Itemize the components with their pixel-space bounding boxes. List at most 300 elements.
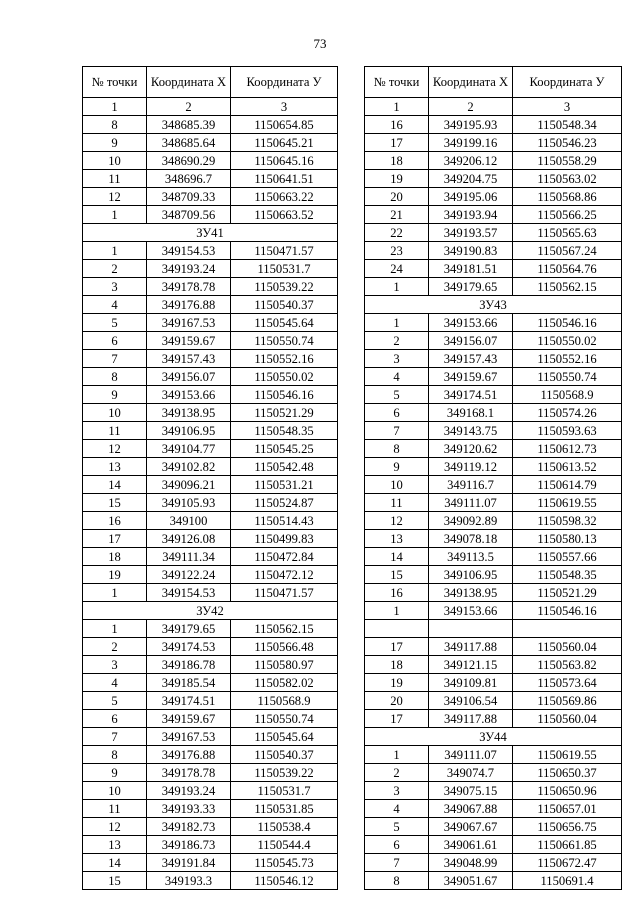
table-row: [365, 314, 622, 332]
header-point-number: № точки: [365, 67, 429, 98]
table-row: [83, 530, 338, 548]
table-row: [365, 368, 622, 386]
point-number-cell: 18: [365, 152, 429, 170]
coordinate-x-cell: 348685.39: [147, 116, 231, 134]
coordinate-y-cell: 1150472.12: [231, 566, 338, 584]
coordinate-y-cell: 1150539.22: [231, 764, 338, 782]
point-number-cell: 17: [83, 530, 147, 548]
coordinate-x-cell: 349167.53: [147, 314, 231, 332]
coordinate-x-cell: 349138.95: [147, 404, 231, 422]
table-row: [365, 818, 622, 836]
table-row: [365, 872, 622, 890]
coordinate-x-cell: 349159.67: [147, 332, 231, 350]
point-number-cell: 17: [365, 710, 429, 728]
coordinate-y-cell: 1150544.4: [231, 836, 338, 854]
coordinate-x-cell: 349190.83: [429, 242, 513, 260]
coordinate-y-cell: 1150657.01: [513, 800, 622, 818]
point-number-cell: 24: [365, 260, 429, 278]
point-number-cell: 17: [365, 134, 429, 152]
point-number-cell: 10: [83, 404, 147, 422]
coordinate-y-cell: 1150580.13: [513, 530, 622, 548]
point-number-cell: 9: [83, 386, 147, 404]
point-number-cell: 17: [365, 638, 429, 656]
coordinate-x-cell: 349167.53: [147, 728, 231, 746]
coordinate-x-cell: 349154.53: [147, 584, 231, 602]
coordinate-y-cell: 1150580.97: [231, 656, 338, 674]
table-row: [83, 404, 338, 422]
point-number-cell: 11: [83, 800, 147, 818]
table-row: [365, 656, 622, 674]
point-number-cell: 6: [83, 332, 147, 350]
coordinate-x-cell: 349092.89: [429, 512, 513, 530]
coordinate-x-cell: 349193.94: [429, 206, 513, 224]
table-row: [365, 530, 622, 548]
table-row: [365, 854, 622, 872]
table-row: [365, 638, 622, 656]
coordinate-x-cell: 349193.3: [147, 872, 231, 890]
point-number-cell: 1: [365, 314, 429, 332]
coordinate-x-cell: 349067.88: [429, 800, 513, 818]
coordinate-y-cell: 1150563.82: [513, 656, 622, 674]
coordinate-x-cell: 349156.07: [429, 332, 513, 350]
coordinate-x-cell: 349116.7: [429, 476, 513, 494]
coordinate-x-cell: 349153.66: [429, 602, 513, 620]
coordinate-y-cell: 1150593.63: [513, 422, 622, 440]
table-row: [83, 872, 338, 890]
coordinate-x-cell: 349178.78: [147, 764, 231, 782]
coordinate-y-cell: 1150612.73: [513, 440, 622, 458]
coordinate-y-cell: 1150552.16: [231, 350, 338, 368]
coordinate-y-cell: 1150538.4: [231, 818, 338, 836]
point-number-cell: 1: [365, 746, 429, 764]
coordinate-x-cell: 349185.54: [147, 674, 231, 692]
table-row: [365, 242, 622, 260]
coordinate-x-cell: 349156.07: [147, 368, 231, 386]
point-number-cell: 20: [365, 188, 429, 206]
point-number-cell: 7: [365, 854, 429, 872]
table-row: [365, 746, 622, 764]
coordinate-y-cell: 1150550.74: [231, 332, 338, 350]
table-row: [365, 404, 622, 422]
coordinate-x-cell: 349178.78: [147, 278, 231, 296]
table-row: [83, 278, 338, 296]
coordinate-x-cell: 349174.51: [147, 692, 231, 710]
table-row: [365, 188, 622, 206]
table-row: [83, 206, 338, 224]
point-number-cell: 1: [83, 242, 147, 260]
table-row: [365, 566, 622, 584]
point-number-cell: 12: [365, 512, 429, 530]
coordinate-x-cell: 349100: [147, 512, 231, 530]
table-row: [365, 278, 622, 296]
coordinate-x-cell: 349096.21: [147, 476, 231, 494]
coordinate-x-cell: 349186.73: [147, 836, 231, 854]
coordinate-y-cell: 1150563.02: [513, 170, 622, 188]
table-row: [365, 152, 622, 170]
coordinate-x-cell: 349176.88: [147, 296, 231, 314]
coordinate-y-cell: 1150619.55: [513, 746, 622, 764]
point-number-cell: 2: [83, 260, 147, 278]
point-number-cell: 1: [365, 278, 429, 296]
table-row: [83, 674, 338, 692]
table-row: [365, 350, 622, 368]
coordinate-x-cell: 349061.61: [429, 836, 513, 854]
point-number-cell: 21: [365, 206, 429, 224]
coordinate-x-cell: 348709.33: [147, 188, 231, 206]
table-row: [83, 836, 338, 854]
coordinate-y-cell: 1150562.15: [231, 620, 338, 638]
coordinate-x-cell: 349174.53: [147, 638, 231, 656]
table-row: [83, 116, 338, 134]
coordinate-y-cell: 1150650.37: [513, 764, 622, 782]
section-row: [365, 728, 622, 746]
coordinate-y-cell: 1150550.74: [231, 710, 338, 728]
coordinate-x-cell: 349193.33: [147, 800, 231, 818]
coordinate-x-cell: 349121.15: [429, 656, 513, 674]
coordinate-y-cell: 1150574.26: [513, 404, 622, 422]
coordinate-x-cell: 348709.56: [147, 206, 231, 224]
table-row: [83, 386, 338, 404]
coordinate-x-cell: 349117.88: [429, 638, 513, 656]
header-coordinate-y: Координата У: [513, 67, 622, 98]
point-number-cell: 6: [83, 710, 147, 728]
table-row: [83, 152, 338, 170]
coordinate-x-cell: 348696.7: [147, 170, 231, 188]
coordinate-y-cell: 1150548.35: [231, 422, 338, 440]
point-number-cell: 7: [83, 350, 147, 368]
table-row: [83, 296, 338, 314]
point-number-cell: 14: [83, 854, 147, 872]
point-number-cell: 19: [83, 566, 147, 584]
coordinate-y-cell: [513, 620, 622, 638]
coordinate-y-cell: 1150557.66: [513, 548, 622, 566]
coordinate-y-cell: 1150546.23: [513, 134, 622, 152]
coordinate-y-cell: 1150531.7: [231, 782, 338, 800]
coordinate-y-cell: 1150663.52: [231, 206, 338, 224]
coordinate-x-cell: 349153.66: [147, 386, 231, 404]
table-row: [365, 332, 622, 350]
coordinate-x-cell: 348685.64: [147, 134, 231, 152]
point-number-cell: 2: [83, 638, 147, 656]
coordinate-y-cell: 1150546.12: [231, 872, 338, 890]
coordinate-x-cell: 349182.73: [147, 818, 231, 836]
coordinate-y-cell: 1150546.16: [513, 314, 622, 332]
coordinate-y-cell: 1150550.02: [231, 368, 338, 386]
point-number-cell: 1: [83, 620, 147, 638]
table-row: [365, 260, 622, 278]
table-row: [83, 458, 338, 476]
table-row: [83, 728, 338, 746]
column-index: 2: [147, 98, 231, 116]
coordinate-y-cell: 1150550.02: [513, 332, 622, 350]
point-number-cell: 19: [365, 170, 429, 188]
table-row: [365, 620, 622, 638]
point-number-cell: 8: [83, 116, 147, 134]
coordinate-y-cell: 1150540.37: [231, 746, 338, 764]
coordinate-x-cell: 349106.95: [147, 422, 231, 440]
table-row: [365, 476, 622, 494]
coordinate-y-cell: 1150546.16: [513, 602, 622, 620]
coordinate-y-cell: 1150568.9: [231, 692, 338, 710]
point-number-cell: 5: [365, 386, 429, 404]
table-row: [83, 692, 338, 710]
point-number-cell: 10: [365, 476, 429, 494]
header-coordinate-y: Координата У: [231, 67, 338, 98]
coordinate-x-cell: 349191.84: [147, 854, 231, 872]
coordinate-x-cell: 349138.95: [429, 584, 513, 602]
table-row: [83, 368, 338, 386]
table-row: [365, 584, 622, 602]
coordinate-y-cell: 1150661.85: [513, 836, 622, 854]
point-number-cell: 9: [83, 764, 147, 782]
coordinate-x-cell: 349195.06: [429, 188, 513, 206]
table-row: [365, 710, 622, 728]
point-number-cell: 8: [365, 440, 429, 458]
coordinate-x-cell: 349204.75: [429, 170, 513, 188]
coordinate-y-cell: 1150566.48: [231, 638, 338, 656]
coordinate-x-cell: 349111.07: [429, 494, 513, 512]
column-index: 1: [365, 98, 429, 116]
point-number-cell: 1: [83, 206, 147, 224]
point-number-cell: 3: [365, 782, 429, 800]
coordinate-x-cell: 349195.93: [429, 116, 513, 134]
table-row: [83, 422, 338, 440]
coordinate-x-cell: 349157.43: [429, 350, 513, 368]
coordinate-y-cell: 1150539.22: [231, 278, 338, 296]
column-index: 3: [513, 98, 622, 116]
coordinate-y-cell: 1150568.86: [513, 188, 622, 206]
coordinate-y-cell: 1150471.57: [231, 242, 338, 260]
table-row: [83, 332, 338, 350]
coordinate-x-cell: 349119.12: [429, 458, 513, 476]
coordinate-y-cell: 1150531.7: [231, 260, 338, 278]
coordinates-table-right: [364, 66, 622, 890]
point-number-cell: 1: [83, 584, 147, 602]
coordinate-y-cell: 1150573.64: [513, 674, 622, 692]
point-number-cell: 14: [83, 476, 147, 494]
point-number-cell: 16: [365, 584, 429, 602]
coordinate-y-cell: 1150598.32: [513, 512, 622, 530]
coordinate-y-cell: 1150550.74: [513, 368, 622, 386]
coordinate-y-cell: 1150582.02: [231, 674, 338, 692]
coordinate-y-cell: 1150540.37: [231, 296, 338, 314]
table-row: [365, 206, 622, 224]
coordinate-x-cell: 349111.07: [429, 746, 513, 764]
column-index-row: [365, 98, 622, 116]
point-number-cell: 8: [83, 746, 147, 764]
table-row: [83, 566, 338, 584]
table-row: [83, 260, 338, 278]
point-number-cell: 3: [365, 350, 429, 368]
table-row: [365, 170, 622, 188]
coordinate-y-cell: 1150545.25: [231, 440, 338, 458]
point-number-cell: 8: [365, 872, 429, 890]
table-row: [83, 494, 338, 512]
table-row: [83, 710, 338, 728]
coordinate-x-cell: 349159.67: [429, 368, 513, 386]
coordinate-x-cell: 349126.08: [147, 530, 231, 548]
coordinate-x-cell: 349168.1: [429, 404, 513, 422]
table-row: [83, 782, 338, 800]
coordinate-x-cell: 349186.78: [147, 656, 231, 674]
coordinate-x-cell: 349105.93: [147, 494, 231, 512]
point-number-cell: 13: [83, 836, 147, 854]
coordinate-x-cell: 349106.95: [429, 566, 513, 584]
point-number-cell: 22: [365, 224, 429, 242]
coordinate-x-cell: 349193.24: [147, 782, 231, 800]
table-row: [83, 620, 338, 638]
point-number-cell: 15: [83, 494, 147, 512]
point-number-cell: 15: [83, 872, 147, 890]
header-coordinate-x: Координата Х: [429, 67, 513, 98]
coordinate-x-cell: [429, 620, 513, 638]
coordinate-y-cell: 1150613.52: [513, 458, 622, 476]
coordinate-y-cell: 1150499.83: [231, 530, 338, 548]
coordinate-y-cell: 1150560.04: [513, 710, 622, 728]
coordinate-y-cell: 1150560.04: [513, 638, 622, 656]
table-row: [83, 638, 338, 656]
coordinate-y-cell: 1150548.35: [513, 566, 622, 584]
table-row: [83, 512, 338, 530]
table-row: [365, 386, 622, 404]
coordinate-x-cell: 349154.53: [147, 242, 231, 260]
point-number-cell: 4: [83, 674, 147, 692]
coordinate-x-cell: 349206.12: [429, 152, 513, 170]
coordinate-y-cell: 1150562.15: [513, 278, 622, 296]
section-row: [83, 224, 338, 242]
coordinate-y-cell: 1150552.16: [513, 350, 622, 368]
table-row: [365, 422, 622, 440]
coordinate-y-cell: 1150569.86: [513, 692, 622, 710]
table-row: [83, 476, 338, 494]
point-number-cell: 12: [83, 188, 147, 206]
table-row: [83, 188, 338, 206]
table-row: [83, 746, 338, 764]
point-number-cell: [365, 620, 429, 638]
table-row: [365, 494, 622, 512]
table-row: [83, 656, 338, 674]
coordinate-y-cell: 1150645.21: [231, 134, 338, 152]
page-number: 73: [313, 36, 327, 51]
coordinate-x-cell: 349120.62: [429, 440, 513, 458]
table-row: [83, 242, 338, 260]
coordinate-x-cell: 349078.18: [429, 530, 513, 548]
table-row: [83, 440, 338, 458]
coordinate-x-cell: 349113.5: [429, 548, 513, 566]
point-number-cell: 10: [83, 782, 147, 800]
point-number-cell: 11: [83, 170, 147, 188]
point-number-cell: 11: [83, 422, 147, 440]
coordinate-x-cell: 349122.24: [147, 566, 231, 584]
table-row: [365, 134, 622, 152]
point-number-cell: 5: [83, 314, 147, 332]
coordinate-y-cell: 1150514.43: [231, 512, 338, 530]
coordinate-x-cell: 349179.65: [429, 278, 513, 296]
table-row: [365, 512, 622, 530]
table-row: [83, 314, 338, 332]
coordinate-x-cell: 349051.67: [429, 872, 513, 890]
point-number-cell: 8: [83, 368, 147, 386]
coordinate-y-cell: 1150564.76: [513, 260, 622, 278]
table-row: [365, 692, 622, 710]
table-row: [365, 836, 622, 854]
point-number-cell: 12: [83, 440, 147, 458]
coordinate-x-cell: 349111.34: [147, 548, 231, 566]
coordinate-x-cell: 349048.99: [429, 854, 513, 872]
table-row: [83, 818, 338, 836]
point-number-cell: 10: [83, 152, 147, 170]
point-number-cell: 12: [83, 818, 147, 836]
coordinate-y-cell: 1150650.96: [513, 782, 622, 800]
point-number-cell: 13: [365, 530, 429, 548]
table-row: [83, 170, 338, 188]
point-number-cell: 16: [365, 116, 429, 134]
coordinate-y-cell: 1150566.25: [513, 206, 622, 224]
coordinate-y-cell: 1150471.57: [231, 584, 338, 602]
table-row: [365, 116, 622, 134]
table-header-row: [365, 67, 622, 98]
table-row: [83, 350, 338, 368]
point-number-cell: 7: [365, 422, 429, 440]
header-coordinate-x: Координата Х: [147, 67, 231, 98]
point-number-cell: 9: [365, 458, 429, 476]
coordinate-y-cell: 1150656.75: [513, 818, 622, 836]
section-label: ЗУ44: [365, 728, 622, 746]
coordinate-y-cell: 1150472.84: [231, 548, 338, 566]
table-row: [365, 548, 622, 566]
table-row: [83, 134, 338, 152]
table-row: [365, 602, 622, 620]
coordinate-y-cell: 1150531.85: [231, 800, 338, 818]
coordinates-table-left: [82, 66, 338, 890]
coordinate-x-cell: 349157.43: [147, 350, 231, 368]
coordinate-y-cell: 1150619.55: [513, 494, 622, 512]
section-row: [365, 296, 622, 314]
column-index: 2: [429, 98, 513, 116]
point-number-cell: 2: [365, 764, 429, 782]
coordinate-y-cell: 1150542.48: [231, 458, 338, 476]
point-number-cell: 11: [365, 494, 429, 512]
coordinate-x-cell: 349109.81: [429, 674, 513, 692]
coordinate-y-cell: 1150545.64: [231, 728, 338, 746]
coordinate-y-cell: 1150645.16: [231, 152, 338, 170]
column-index: 3: [231, 98, 338, 116]
section-label: ЗУ43: [365, 296, 622, 314]
header-point-number: № точки: [83, 67, 147, 98]
coordinate-x-cell: 349193.57: [429, 224, 513, 242]
table-row: [365, 224, 622, 242]
table-row: [83, 800, 338, 818]
coordinate-y-cell: 1150545.73: [231, 854, 338, 872]
table-row: [365, 674, 622, 692]
coordinate-y-cell: 1150567.24: [513, 242, 622, 260]
coordinate-y-cell: 1150524.87: [231, 494, 338, 512]
point-number-cell: 9: [83, 134, 147, 152]
coordinate-x-cell: 349174.51: [429, 386, 513, 404]
table-row: [365, 440, 622, 458]
point-number-cell: 6: [365, 836, 429, 854]
section-row: [83, 602, 338, 620]
coordinate-x-cell: 349074.7: [429, 764, 513, 782]
coordinate-x-cell: 349102.82: [147, 458, 231, 476]
coordinate-y-cell: 1150614.79: [513, 476, 622, 494]
coordinate-y-cell: 1150531.21: [231, 476, 338, 494]
table-row: [83, 854, 338, 872]
point-number-cell: 14: [365, 548, 429, 566]
section-label: ЗУ42: [83, 602, 338, 620]
coordinate-y-cell: 1150565.63: [513, 224, 622, 242]
point-number-cell: 18: [365, 656, 429, 674]
